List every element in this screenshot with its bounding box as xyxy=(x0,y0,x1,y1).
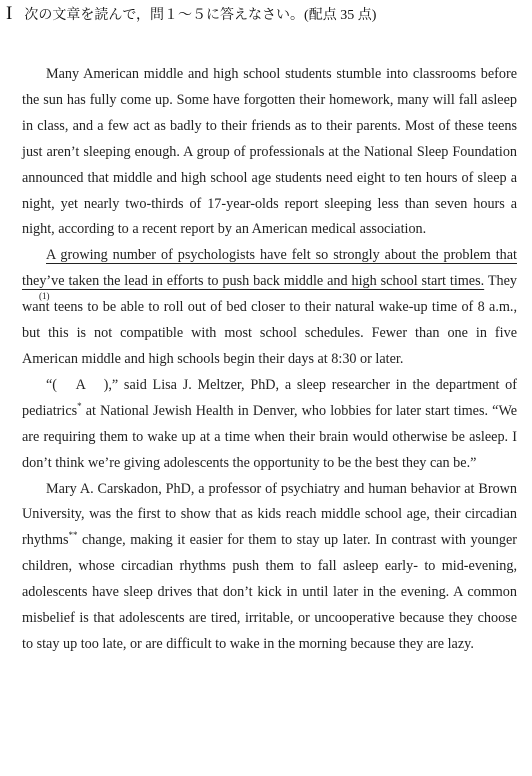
paragraph-4 xyxy=(22,477,517,658)
paragraph-3 xyxy=(22,373,517,477)
footnote-marker-pediatrics: * xyxy=(77,400,82,411)
paragraph-1: Many American middle and high school students stumble into classrooms before the sun has fully come up. Some have forgotten their homework, many will fall asleep in class, and a few act as badly to their friends as to their parents. Most of these teens just aren’t sleeping enough. A group of professionals at the National Sleep Foundation announced that middle and high school age students need eight to ten hours of sleep a night, yet nearly two-thirds of 17-year-olds report sleeping less than seven hours a night, according to a recent report by an American medical association. xyxy=(22,66,517,238)
paragraph-3-rest: at National Jewish Health in Denver, who lobbies for later start times. “We are requiring them to wake up at a time when their brain would otherwise be asleep. I don’t think we’re giving adolescents the opportunity to be the best they can be.” xyxy=(22,402,517,471)
section-numeral: I xyxy=(6,3,13,24)
paragraph-2-rest: They want teens to be able to roll out of bed closer to their natural wake-up time of 8 a.m., but this is not compatible with most school schedules. Fewer than one in five American middle and high schools begin their days at 8:30 or later. xyxy=(22,273,517,367)
footnote-marker-circadian: ** xyxy=(68,530,78,541)
paragraph-3-open: “( A ),” said Lisa J. Meltzer, PhD, a sleep researcher in the department of pediatrics xyxy=(22,376,517,419)
underline-marker-1: (1) xyxy=(39,291,50,301)
underlined-sentence-1: A growing number of psychologists have felt so strongly about the problem that they’ve taken the lead in efforts to push back middle and high school start times. xyxy=(22,247,517,290)
instruction-text: 次の文章を読んで，問１～５に答えなさい。(配点 35 点) xyxy=(24,8,377,23)
paragraph-4-rest: change, making it easier for them to stay up later. In contrast with younger children, whose circadian rhythms push them to fall asleep early- to mid-evening, adolescents have sleep drives that don’t kick in until later in the evening. A common misbelief is that adolescents are tired, irritable, or uncooperative because they choose to stay up too late, or are difficult to wake in the morning because they are lazy. xyxy=(22,532,517,652)
paragraph-4-open: Mary A. Carskadon, PhD, a professor of psychiatry and human behavior at Brown University, was the first to show that as kids reach middle school age, their circadian rhythms xyxy=(22,480,517,549)
reading-passage xyxy=(22,62,517,658)
paragraph-2 xyxy=(22,243,517,373)
question-header xyxy=(6,4,376,26)
